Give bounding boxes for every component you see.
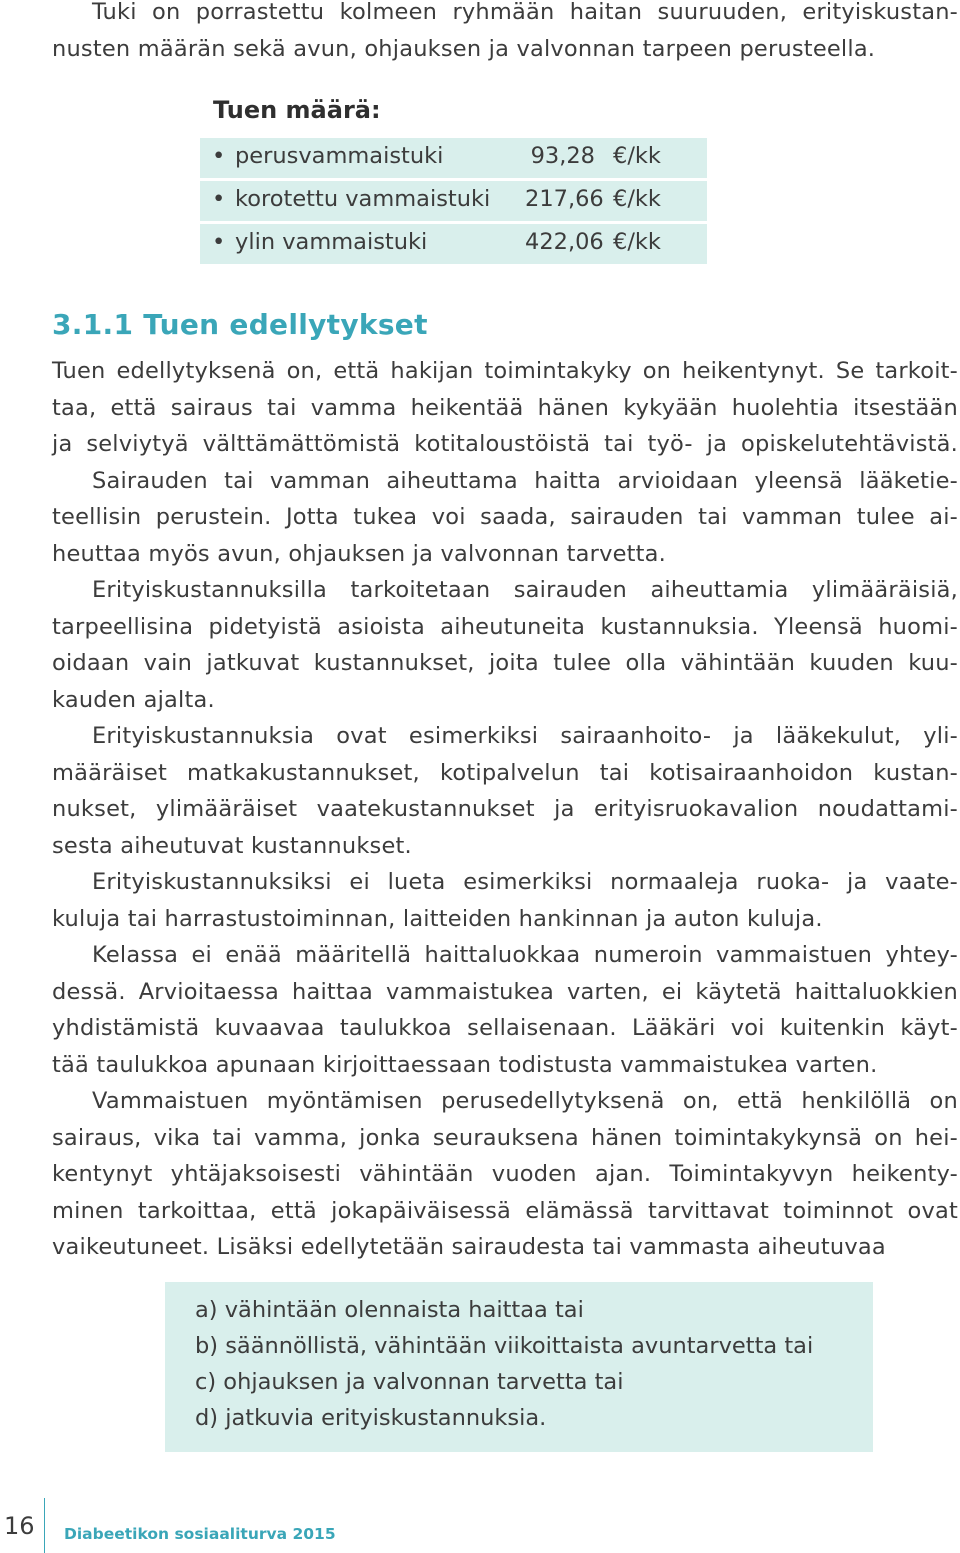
text-line: vaikeutuneet. Lisäksi edellytetään sairaudesta tai vammasta aiheutuvaa	[52, 1234, 886, 1260]
text-line: Erityiskustannuksia ovat esimerkiksi sairaanhoito- ja lääkekulut, yli-	[92, 723, 958, 749]
amount-value: 217,66	[525, 186, 604, 212]
intro-line: nusten määrän sekä avun, ohjauksen ja valvonnan tarpeen perusteella.	[52, 35, 876, 62]
bullet-icon: •	[212, 229, 226, 255]
text-line: dessä. Arvioitaessa haittaa vammaistukea varten, ei käytetä haittaluokkien	[52, 978, 958, 1005]
amount-name: korotettu vammaistuki	[235, 186, 491, 212]
text-line: ja selviytyä välttämättömistä kotitaloustöistä tai työ- ja opiskelutehtävistä.	[52, 431, 958, 457]
bullet-icon: •	[212, 186, 226, 212]
text-line: kauden ajalta.	[52, 686, 215, 713]
text-line: kentynyt yhtäjaksoisesti vähintään vuoden ajan. Toimintakyvyn heikenty-	[52, 1161, 958, 1187]
bullet-icon: •	[212, 143, 226, 169]
condition-item: b) säännöllistä, vähintään viikoittaista avuntarvetta tai	[195, 1333, 814, 1359]
amount-row-basic	[200, 138, 707, 178]
text-line: kuluja tai harrastustoiminnan, laitteiden hankinnan ja auton kuluja.	[52, 905, 823, 932]
text-line: nukset, ylimääräiset vaatekustannukset ja erityisruokavalion noudattami-	[52, 796, 958, 822]
amounts-box	[200, 138, 707, 267]
text-line: taa, että sairaus tai vamma heikentää hänen kykyään huolehtia itsestään	[52, 394, 958, 421]
text-line: sairaus, vika tai vamma, jonka seurauksena hänen toimintakykynsä on hei-	[52, 1124, 958, 1151]
text-line: Kelassa ei enää määritellä haittaluokkaa numeroin vammaistuen yhtey-	[92, 942, 958, 968]
text-line: minen tarkoittaa, että jokapäiväisessä elämässä tarvittavat toiminnot ovat	[52, 1197, 958, 1224]
text-line: yhdistämistä kuvaavaa taulukkoa sellaisenaan. Lääkäri voi kuitenkin käyt-	[52, 1015, 958, 1041]
section-heading: 3.1.1 Tuen edellytykset	[52, 308, 428, 341]
amount-name: perusvammaistuki	[235, 143, 444, 169]
intro-paragraph	[52, 0, 958, 67]
text-line: tää taulukkoa apunaan kirjoittaessaan todistusta vammaistukea varten.	[52, 1051, 878, 1078]
text-line: Sairauden tai vamman aiheuttama haitta arvioidaan yleensä lääketie-	[92, 467, 958, 494]
text-line: oidaan vain jatkuvat kustannukset, joita tulee olla vähintään kuuden kuu-	[52, 650, 958, 676]
amount-name: ylin vammaistuki	[235, 229, 428, 255]
conditions-box	[165, 1282, 873, 1452]
section-body	[52, 353, 958, 1266]
amount-value: 422,06	[525, 229, 604, 255]
text-line: tarpeellisina pidetyistä asioista aiheutuneita kustannuksia. Yleensä huomi-	[52, 613, 958, 640]
text-line: Erityiskustannuksiksi ei lueta esimerkiksi normaaleja ruoka- ja vaate-	[92, 869, 958, 895]
amount-unit: €/kk	[613, 143, 661, 169]
text-line: määräiset matkakustannukset, kotipalvelun tai kotisairaanhoidon kustan-	[52, 759, 958, 786]
text-line: teellisin perustein. Jotta tukea voi saada, sairauden tai vamman tulee ai-	[52, 504, 958, 530]
text-line: heuttaa myös avun, ohjauksen ja valvonnan tarvetta.	[52, 540, 667, 567]
amount-unit: €/kk	[613, 186, 661, 212]
footer-divider	[44, 1498, 45, 1553]
text-line: sesta aiheutuvat kustannukset.	[52, 832, 412, 859]
conditions-list	[195, 1292, 813, 1436]
amount-row-raised	[200, 181, 707, 221]
amount-value: 93,28	[530, 143, 595, 169]
intro-line: Tuki on porrastettu kolmeen ryhmään haitan suuruuden, erityiskustan-	[92, 0, 958, 25]
amounts-title: Tuen määrä:	[213, 96, 381, 124]
amount-unit: €/kk	[613, 229, 661, 255]
amount-row-highest	[200, 224, 707, 264]
footer-title: Diabeetikon sosiaaliturva 2015	[64, 1525, 336, 1543]
page-number: 16	[4, 1512, 35, 1540]
condition-item: c) ohjauksen ja valvonnan tarvetta tai	[195, 1369, 624, 1395]
text-line: Vammaistuen myöntämisen perusedellytyksenä on, että henkilöllä on	[92, 1088, 958, 1114]
condition-item: a) vähintään olennaista haittaa tai	[195, 1297, 584, 1323]
text-line: Tuen edellytyksenä on, että hakijan toimintakyky on heikentynyt. Se tarkoit-	[52, 358, 958, 384]
condition-item: d) jatkuvia erityiskustannuksia.	[195, 1405, 547, 1431]
text-line: Erityiskustannuksilla tarkoitetaan sairauden aiheuttamia ylimääräisiä,	[92, 577, 958, 603]
